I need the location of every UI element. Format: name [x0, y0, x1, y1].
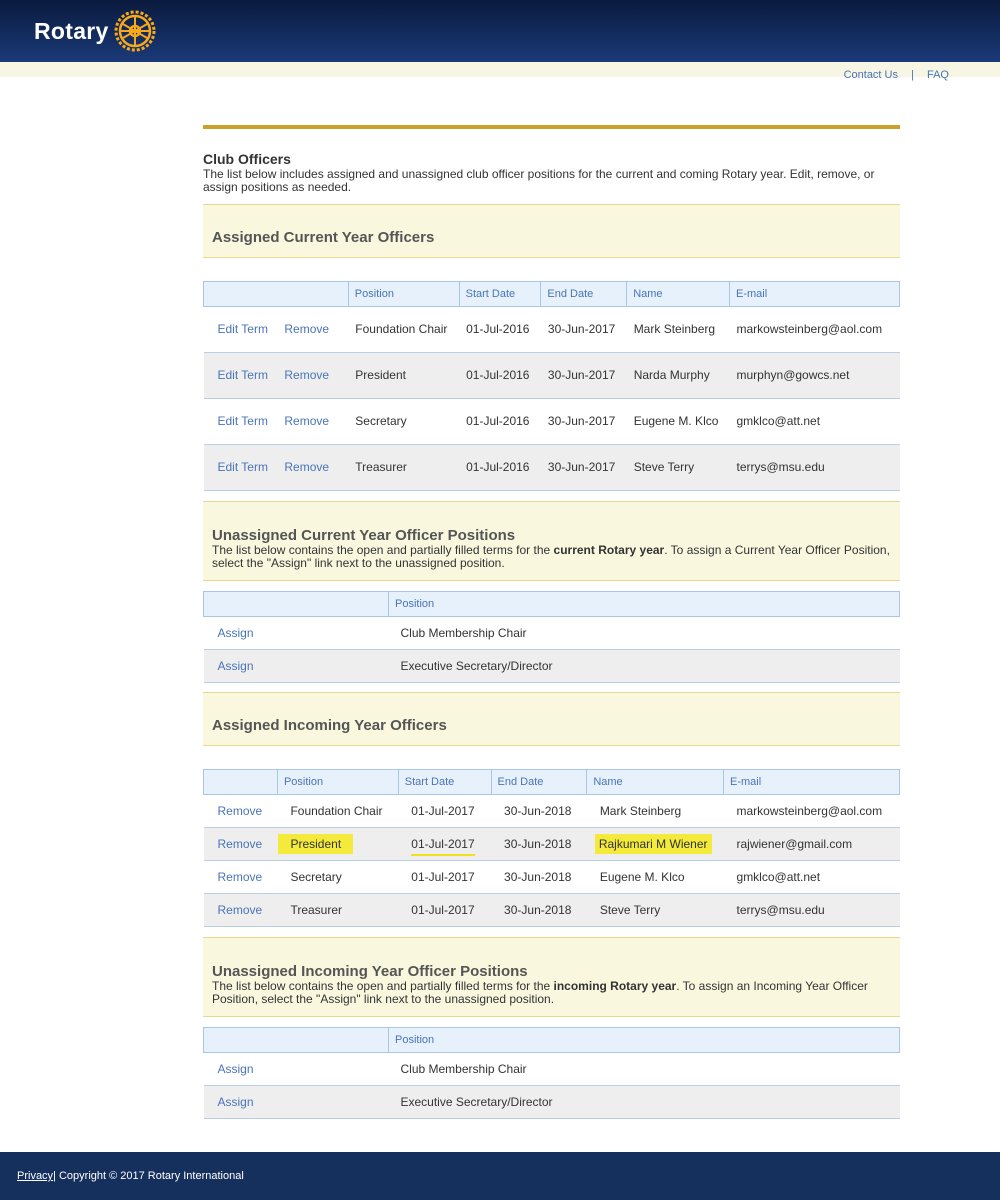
start-date-cell: 01-Jul-2016	[459, 307, 541, 353]
col-end-date[interactable]: End Date	[491, 770, 587, 795]
end-date-cell: 30-Jun-2018	[491, 828, 587, 861]
end-date-cell: 30-Jun-2017	[541, 399, 627, 445]
top-links	[844, 69, 949, 81]
unassigned-current-header	[203, 501, 900, 581]
col-start-date[interactable]: Start Date	[459, 282, 541, 307]
table-row	[204, 894, 900, 927]
table-row	[204, 828, 900, 861]
table-row	[204, 617, 900, 650]
assigned-incoming-table	[203, 769, 900, 927]
position-cell: Foundation Chair	[348, 307, 459, 353]
assigned-current-title: Assigned Current Year Officers	[212, 229, 435, 246]
unassigned-incoming-title: Unassigned Incoming Year Officer Positions	[212, 963, 528, 980]
remove-link[interactable]: Remove	[277, 399, 348, 445]
assigned-incoming-title: Assigned Incoming Year Officers	[212, 717, 447, 734]
email-cell: markowsteinberg@aol.com	[724, 795, 900, 828]
remove-link[interactable]: Remove	[277, 307, 348, 353]
name-cell: Narda Murphy	[627, 353, 730, 399]
assigned-incoming-header-row	[204, 770, 900, 795]
position-cell: Club Membership Chair	[389, 1053, 900, 1086]
position-cell: Club Membership Chair	[389, 617, 900, 650]
end-date-cell: 30-Jun-2018	[491, 795, 587, 828]
name-cell: Steve Terry	[627, 445, 730, 491]
position-cell: Executive Secretary/Director	[389, 1086, 900, 1119]
unassigned-incoming-header	[203, 937, 900, 1017]
privacy-link[interactable]: Privacy	[17, 1170, 54, 1182]
table-row	[204, 1086, 900, 1119]
name-cell: Eugene M. Klco	[587, 861, 724, 894]
start-date-cell: 01-Jul-2016	[459, 445, 541, 491]
desc-bold: incoming Rotary year	[553, 979, 677, 993]
email-cell: terrys@msu.edu	[730, 445, 900, 491]
assigned-current-header	[203, 204, 900, 258]
table-row	[204, 399, 900, 445]
name-cell: Steve Terry	[587, 894, 724, 927]
desc-text: . To assign an Incoming Year Officer Position, select the "Assign" link next to the unassigned position.	[212, 979, 868, 1006]
name-cell	[587, 828, 724, 861]
table-row	[204, 353, 900, 399]
col-start-date[interactable]: Start Date	[398, 770, 491, 795]
start-date-cell: 01-Jul-2017	[398, 861, 491, 894]
name-cell: Mark Steinberg	[627, 307, 730, 353]
main-content	[203, 125, 900, 1119]
site-footer	[0, 1152, 1000, 1200]
assigned-current-table	[203, 281, 900, 491]
start-date-cell: 01-Jul-2016	[459, 399, 541, 445]
remove-link[interactable]: Remove	[204, 894, 278, 927]
col-position[interactable]: Position	[389, 592, 900, 617]
end-date-cell: 30-Jun-2018	[491, 894, 587, 927]
assign-link[interactable]: Assign	[204, 1086, 389, 1119]
unassigned-current-title: Unassigned Current Year Officer Positions	[212, 527, 516, 544]
col-position[interactable]: Position	[277, 770, 398, 795]
position-cell: Executive Secretary/Director	[389, 650, 900, 683]
desc-text: The list below contains the open and partially filled terms for the	[212, 979, 554, 993]
col-name[interactable]: Name	[627, 282, 730, 307]
edit-term-link[interactable]: Edit Term	[204, 445, 278, 491]
remove-link[interactable]: Remove	[204, 861, 278, 894]
col-actions	[204, 1028, 389, 1053]
table-row	[204, 795, 900, 828]
start-date-cell	[398, 828, 491, 861]
desc-text: . To assign a Current Year Officer Position, select the "Assign" link next to the unassigned position.	[212, 543, 890, 570]
end-date-cell: 30-Jun-2018	[491, 861, 587, 894]
col-actions	[204, 770, 278, 795]
email-cell: markowsteinberg@aol.com	[730, 307, 900, 353]
edit-term-link[interactable]: Edit Term	[204, 399, 278, 445]
copyright-text: | Copyright © 2017 Rotary International	[53, 1170, 244, 1182]
link-separator: |	[911, 69, 914, 81]
desc-text: The list below contains the open and partially filled terms for the	[212, 543, 554, 557]
unassigned-current-table	[203, 591, 900, 683]
underlined-start-date: 01-Jul-2017	[411, 837, 474, 856]
desc-bold: current Rotary year	[553, 543, 665, 557]
highlighted-name: Rajkumari M Wiener	[595, 834, 712, 854]
email-cell: murphyn@gowcs.net	[730, 353, 900, 399]
email-cell: gmklco@att.net	[730, 399, 900, 445]
page-description: The list below includes assigned and unassigned club officer positions for the current and coming Rotary year. Edit, remove, or assign positions as needed.	[203, 167, 875, 194]
col-actions	[204, 282, 349, 307]
unassigned-incoming-description	[212, 980, 891, 1006]
unassigned-current-header-row	[204, 592, 900, 617]
gold-divider	[203, 125, 900, 129]
assign-link[interactable]: Assign	[204, 1053, 389, 1086]
table-row	[204, 307, 900, 353]
site-header	[0, 0, 1000, 62]
assign-link[interactable]: Assign	[204, 650, 389, 683]
contact-us-link[interactable]: Contact Us	[843, 69, 898, 81]
position-cell	[277, 828, 398, 861]
end-date-cell: 30-Jun-2017	[541, 353, 627, 399]
position-cell: Secretary	[348, 399, 459, 445]
start-date-cell: 01-Jul-2017	[398, 894, 491, 927]
highlighted-position: President	[278, 834, 353, 854]
col-actions	[204, 592, 389, 617]
email-cell: terrys@msu.edu	[724, 894, 900, 927]
col-name[interactable]: Name	[587, 770, 724, 795]
col-email[interactable]: E-mail	[730, 282, 900, 307]
page-title: Club Officers	[203, 151, 291, 167]
remove-link[interactable]: Remove	[204, 795, 278, 828]
position-cell: Treasurer	[348, 445, 459, 491]
start-date-cell: 01-Jul-2017	[398, 795, 491, 828]
end-date-cell: 30-Jun-2017	[541, 445, 627, 491]
email-cell: rajwiener@gmail.com	[724, 828, 900, 861]
email-cell: gmklco@att.net	[724, 861, 900, 894]
unassigned-incoming-header-row	[204, 1028, 900, 1053]
table-row	[204, 650, 900, 683]
rotary-wheel-icon[interactable]	[113, 9, 157, 53]
edit-term-link[interactable]: Edit Term	[204, 307, 278, 353]
col-email[interactable]: E-mail	[724, 770, 900, 795]
position-cell: Foundation Chair	[277, 795, 398, 828]
assign-link[interactable]: Assign	[204, 617, 389, 650]
col-position[interactable]: Position	[348, 282, 459, 307]
name-cell: Mark Steinberg	[587, 795, 724, 828]
remove-link[interactable]: Remove	[277, 353, 348, 399]
assigned-current-header-row	[204, 282, 900, 307]
assigned-incoming-header	[203, 692, 900, 746]
unassigned-current-description	[212, 544, 891, 570]
end-date-cell: 30-Jun-2017	[541, 307, 627, 353]
faq-link[interactable]: FAQ	[926, 69, 949, 81]
table-row	[204, 445, 900, 491]
table-row	[204, 861, 900, 894]
position-cell: President	[348, 353, 459, 399]
start-date-cell: 01-Jul-2016	[459, 353, 541, 399]
remove-link[interactable]: Remove	[204, 828, 278, 861]
unassigned-incoming-table	[203, 1027, 900, 1119]
position-cell: Secretary	[277, 861, 398, 894]
position-cell: Treasurer	[277, 894, 398, 927]
table-row	[204, 1053, 900, 1086]
logo-text[interactable]: Rotary	[34, 17, 109, 44]
edit-term-link[interactable]: Edit Term	[204, 353, 278, 399]
col-end-date[interactable]: End Date	[541, 282, 627, 307]
name-cell: Eugene M. Klco	[627, 399, 730, 445]
col-position[interactable]: Position	[389, 1028, 900, 1053]
remove-link[interactable]: Remove	[277, 445, 348, 491]
